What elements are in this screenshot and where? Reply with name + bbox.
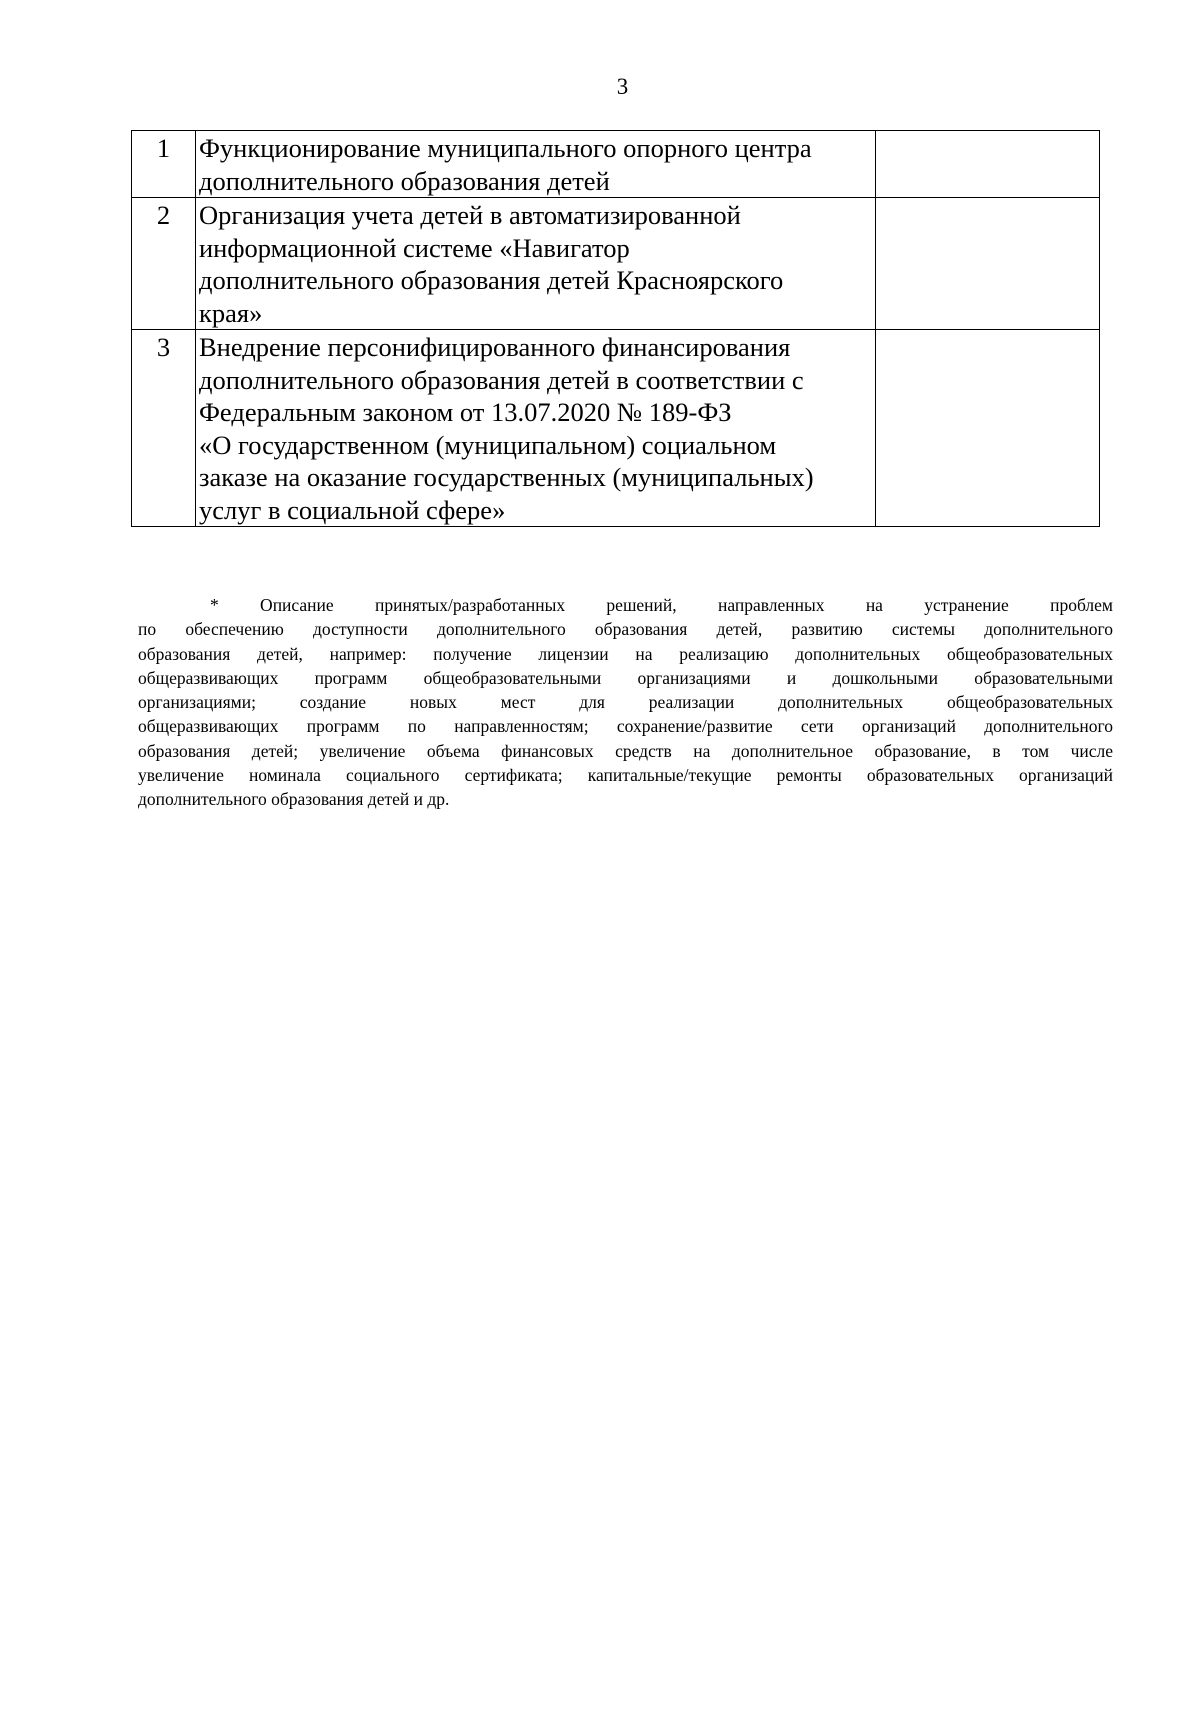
footnote-line: по обеспечению доступности дополнительного образования детей, развитию системы дополнительного [138, 619, 1113, 640]
footnote-line: общеразвивающих программ общеобразовательными организациями и дошкольными образовательными [138, 667, 1113, 688]
measure-name-line: края» [199, 297, 263, 328]
measure-name [196, 330, 876, 527]
table-row [132, 198, 1100, 330]
measure-name-line: Организация учета детей в автоматизированной [199, 200, 741, 230]
page-number: 3 [616, 74, 629, 99]
measure-extra-cell [876, 330, 1100, 527]
measure-name-line: информационной системе «Навигатор [199, 232, 630, 263]
footnote-line: дополнительного образования детей и др. [138, 789, 450, 810]
measure-name-line: дополнительного образования детей [199, 165, 610, 196]
measure-extra-cell [876, 131, 1100, 198]
row-number: 3 [132, 330, 196, 527]
measure-name-line: «О государственном (муниципальном) социальном [199, 429, 777, 460]
footnote-line: организациями; создание новых мест для реализации дополнительных общеобразовательных [138, 692, 1113, 713]
footnote-line: увеличение номинала социального сертификата; капитальные/текущие ремонты образовательных организаций [138, 765, 1113, 786]
table-row [132, 131, 1100, 198]
measure-name-line: Федеральным законом от 13.07.2020 № 189-ФЗ [199, 397, 732, 427]
footnote-line: * Описание принятых/разработанных решений, направленных на устранение проблем [210, 595, 1113, 615]
measure-name-line: заказе на оказание государственных (муниципальных) [199, 462, 814, 492]
measure-name-line: Функционирование муниципального опорного центра [199, 133, 812, 163]
row-number: 2 [132, 198, 196, 330]
measure-name-line: дополнительного образования детей в соответствии с [199, 364, 804, 395]
measure-name-line: Внедрение персонифицированного финансирования [199, 332, 791, 362]
footnote [138, 593, 1113, 812]
footnote-line: образования детей; увеличение объема финансовых средств на дополнительное образование, в том числе [138, 740, 1113, 761]
table-row [132, 330, 1100, 527]
measure-name-line: дополнительного образования детей Красноярского [199, 265, 784, 295]
measure-extra-cell [876, 198, 1100, 330]
measures-table [131, 130, 1100, 527]
row-number: 1 [132, 131, 196, 198]
footnote-line: образования детей, например: получение лицензии на реализацию дополнительных общеобразовательных [138, 643, 1113, 664]
measure-name [196, 131, 876, 198]
footnote-line: общеразвивающих программ по направленностям; сохранение/развитие сети организаций дополнительного [138, 716, 1113, 737]
measure-name [196, 198, 876, 330]
measure-name-line: услуг в социальной сфере» [199, 494, 506, 525]
